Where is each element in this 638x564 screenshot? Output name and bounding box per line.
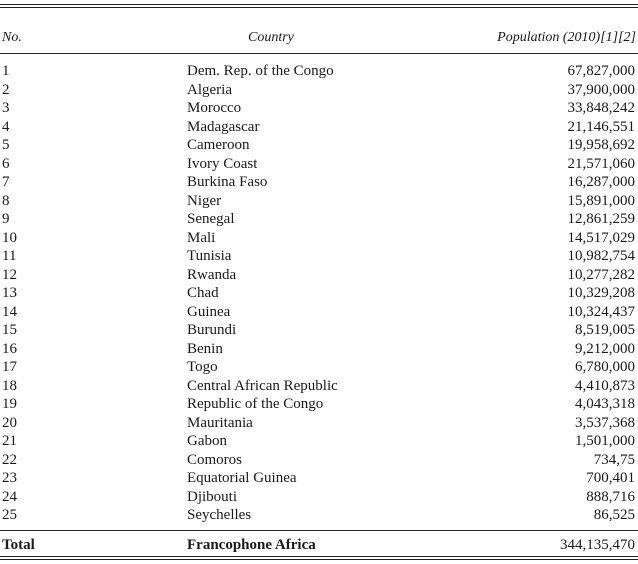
row-number: 14: [2, 303, 17, 320]
table-row: [0, 136, 638, 155]
row-population: 86,525: [593, 507, 635, 523]
table-row: [0, 303, 638, 322]
table-row: [0, 321, 638, 340]
row-country: Algeria: [187, 81, 232, 98]
table-row: [0, 284, 638, 303]
row-population: 21,146,551: [567, 118, 635, 135]
row-country: Equatorial Guinea: [187, 470, 297, 486]
table-row: [0, 229, 638, 248]
row-population: 8,519,005: [575, 322, 635, 338]
table-bottom-rule-outer: [0, 559, 638, 560]
row-country: Ivory Coast: [187, 155, 258, 172]
row-number: 9: [2, 211, 10, 227]
row-population: 700,401: [586, 470, 635, 486]
table-row: [0, 99, 638, 118]
total-label: Total: [2, 537, 35, 553]
row-number: 20: [2, 414, 17, 431]
row-number: 17: [2, 359, 17, 375]
table-row: [0, 358, 638, 377]
table-row: [0, 155, 638, 174]
row-country: Senegal: [187, 211, 235, 227]
row-number: 3: [2, 100, 10, 116]
table-row: [0, 469, 638, 488]
table-row: [0, 173, 638, 192]
row-country: Benin: [187, 340, 223, 357]
row-country: Mali: [187, 229, 216, 246]
row-country: Mauritania: [187, 414, 253, 431]
row-country: Morocco: [187, 100, 242, 116]
row-country: Djibouti: [187, 488, 238, 505]
total-population: 344,135,470: [560, 537, 635, 553]
table-row: [0, 451, 638, 470]
table-row: [0, 81, 638, 100]
table-row: [0, 118, 638, 137]
total-row: [0, 536, 638, 554]
row-country: Cameroon: [187, 137, 250, 153]
column-header-population: Population (2010)[1][2]: [497, 30, 636, 45]
row-number: 5: [2, 137, 10, 153]
row-number: 4: [2, 118, 10, 135]
row-country: Gabon: [187, 433, 227, 449]
table-row: [0, 488, 638, 507]
row-population: 16,287,000: [567, 174, 635, 190]
table-row: [0, 62, 638, 81]
row-population: 15,891,000: [567, 192, 635, 209]
row-population: 10,329,208: [567, 285, 635, 301]
row-number: 19: [2, 396, 17, 412]
row-number: 11: [2, 248, 17, 264]
table-row: [0, 266, 638, 285]
row-number: 21: [2, 433, 17, 449]
column-header-country: Country: [248, 30, 294, 45]
table-top-rule: [0, 4, 638, 5]
row-country: Niger: [187, 192, 222, 209]
row-number: 8: [2, 192, 10, 209]
row-population: 19,958,692: [567, 137, 635, 153]
row-number: 24: [2, 488, 17, 505]
row-number: 16: [2, 340, 17, 357]
row-country: Burundi: [187, 322, 237, 338]
row-population: 4,043,318: [575, 396, 635, 412]
table-bottom-rule: [0, 556, 638, 557]
row-population: 37,900,000: [567, 81, 635, 98]
table-body: [0, 62, 638, 525]
row-number: 12: [2, 266, 17, 283]
row-population: 14,517,029: [567, 229, 635, 246]
row-number: 2: [2, 81, 10, 98]
row-country: Republic of the Congo: [187, 396, 324, 412]
row-country: Seychelles: [187, 507, 252, 523]
row-population: 21,571,060: [567, 155, 635, 172]
row-number: 6: [2, 155, 10, 172]
total-country: Francophone Africa: [187, 537, 316, 553]
row-population: 1,501,000: [575, 433, 635, 449]
row-population: 33,848,242: [567, 100, 635, 116]
table-row: [0, 247, 638, 266]
row-population: 9,212,000: [575, 340, 635, 357]
header-rule: [0, 53, 638, 54]
row-population: 10,277,282: [567, 266, 635, 283]
row-population: 67,827,000: [567, 63, 635, 79]
table-row: [0, 210, 638, 229]
row-country: Guinea: [187, 303, 231, 320]
table-row: [0, 340, 638, 359]
column-header-no: No.: [2, 30, 22, 45]
table-top-rule-inner: [0, 7, 638, 8]
row-number: 10: [2, 229, 17, 246]
table-row: [0, 432, 638, 451]
row-population: 6,780,000: [575, 359, 635, 375]
row-country: Central African Republic: [187, 377, 338, 394]
row-country: Comoros: [187, 451, 243, 468]
row-population: 888,716: [586, 488, 635, 505]
row-number: 7: [2, 174, 10, 190]
row-number: 22: [2, 451, 17, 468]
row-population: 10,324,437: [567, 303, 635, 320]
row-country: Rwanda: [187, 266, 237, 283]
row-number: 23: [2, 470, 17, 486]
row-population: 10,982,754: [567, 248, 635, 264]
row-number: 25: [2, 507, 17, 523]
row-country: Dem. Rep. of the Congo: [187, 63, 334, 79]
row-country: Chad: [187, 285, 219, 301]
row-number: 18: [2, 377, 17, 394]
table-row: [0, 377, 638, 396]
row-country: Tunisia: [187, 248, 232, 264]
row-country: Togo: [187, 359, 218, 375]
row-country: Burkina Faso: [187, 174, 268, 190]
table-row: [0, 506, 638, 525]
row-number: 1: [2, 63, 10, 79]
row-number: 13: [2, 285, 17, 301]
row-population: 12,861,259: [567, 211, 635, 227]
row-number: 15: [2, 322, 17, 338]
row-country: Madagascar: [187, 118, 260, 135]
table-row: [0, 395, 638, 414]
row-population: 3,537,368: [575, 414, 635, 431]
row-population: 734,75: [593, 451, 635, 468]
row-population: 4,410,873: [575, 377, 635, 394]
table-row: [0, 192, 638, 211]
total-rule: [0, 530, 638, 531]
table-row: [0, 414, 638, 433]
